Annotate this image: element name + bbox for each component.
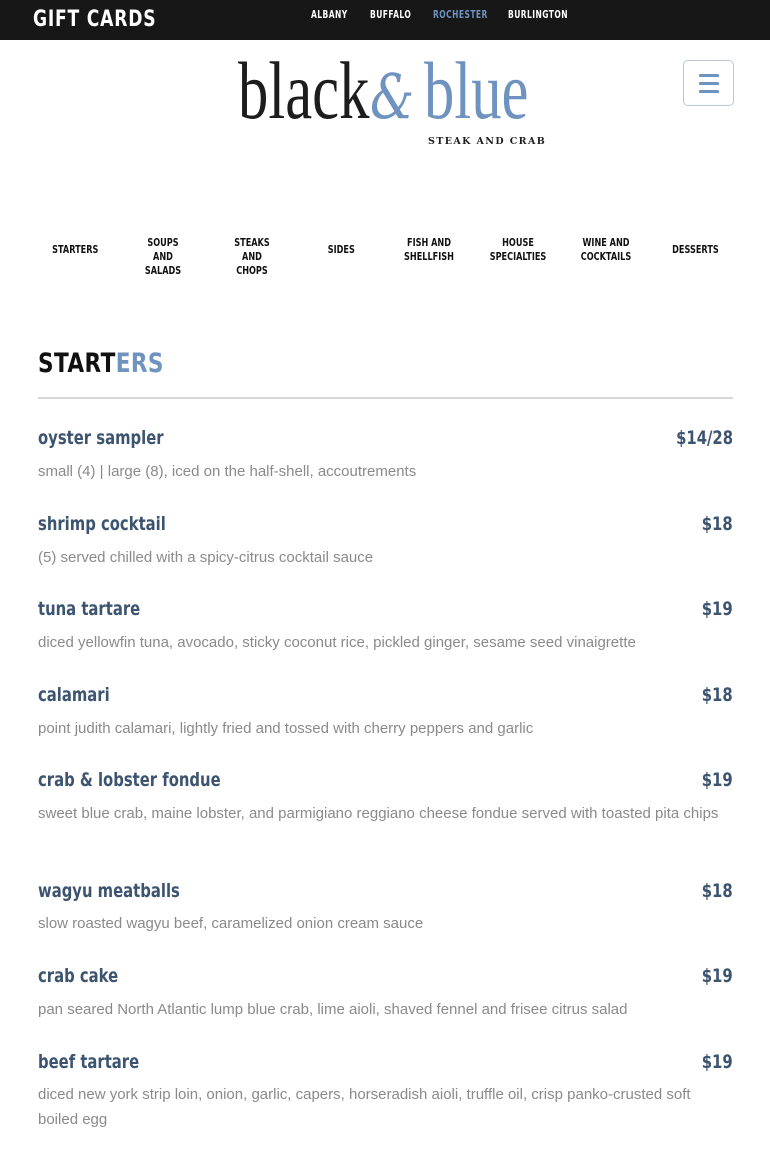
- menu-item-description: sweet blue crab, maine lobster, and parmigiano reggiano cheese fondue served with toasted pita chips: [38, 805, 719, 822]
- category-sides[interactable]: [297, 243, 385, 257]
- menu-item-price: $14/28: [676, 427, 733, 449]
- logo-ampersand: &: [370, 60, 415, 133]
- category-soups-and-salads[interactable]: [119, 236, 207, 278]
- menu-item-description: small (4) | large (8), iced on the half-shell, accoutrements: [38, 463, 417, 480]
- menu-toggle-button[interactable]: [683, 60, 734, 106]
- menu-item-name: beef tartare: [38, 1051, 140, 1073]
- menu-item-name: crab cake: [38, 965, 119, 987]
- category-label: DESSERTS: [671, 243, 719, 256]
- logo-word-blue: blue: [424, 45, 529, 136]
- menu-item-name: tuna tartare: [38, 598, 141, 620]
- menu-item-description: point judith calamari, lightly fried and tossed with cherry peppers and garlic: [38, 720, 534, 737]
- category-label: SIDES: [327, 243, 355, 256]
- menu-item-name: crab & lobster fondue: [38, 769, 221, 791]
- menu-item-price: $19: [702, 965, 733, 987]
- category-label: FISH AND SHELLFISH: [404, 236, 454, 263]
- menu-item-price: $19: [702, 598, 733, 620]
- location-link-burlington[interactable]: BURLINGTON: [508, 9, 568, 21]
- top-bar: [0, 0, 770, 40]
- menu-item-price: $19: [702, 769, 733, 791]
- logo-word-black: black: [238, 45, 370, 136]
- logo[interactable]: [238, 45, 547, 150]
- menu-item-name: calamari: [38, 684, 110, 706]
- menu-item-description: pan seared North Atlantic lump blue crab, lime aioli, shaved fennel and frisee citrus salad: [38, 1001, 628, 1018]
- menu-item-price: $19: [702, 1051, 733, 1073]
- category-label: HOUSE SPECIALTIES: [489, 236, 547, 263]
- gift-cards-link[interactable]: GIFT CARDS: [33, 7, 157, 32]
- menu-item-price: $18: [702, 684, 733, 706]
- section-title: STARTERS: [38, 348, 164, 379]
- menu-item-name: shrimp cocktail: [38, 513, 166, 535]
- location-link-albany[interactable]: ALBANY: [311, 9, 348, 21]
- menu-item-name: oyster sampler: [38, 427, 164, 449]
- location-link-rochester[interactable]: ROCHESTER: [433, 9, 488, 21]
- menu-item-price: $18: [702, 880, 733, 902]
- category-steaks-and-chops[interactable]: [208, 236, 296, 278]
- category-desserts[interactable]: [651, 243, 739, 257]
- menu-item-description: diced new york strip loin, onion, garlic, capers, horseradish aioli, truffle oil, crisp panko-crusted soft boiled egg: [38, 1086, 691, 1128]
- menu-item-description: (5) served chilled with a spicy-citrus cocktail sauce: [38, 549, 374, 566]
- category-fish-and-shellfish[interactable]: [385, 236, 473, 264]
- menu-item-description: slow roasted wagyu beef, caramelized onion cream sauce: [38, 915, 424, 932]
- category-label: WINE AND COCKTAILS: [580, 236, 632, 263]
- category-label: STARTERS: [51, 243, 99, 256]
- category-starters[interactable]: [31, 243, 119, 257]
- section-divider: [38, 397, 733, 399]
- menu-item-name: wagyu meatballs: [38, 880, 180, 902]
- category-house-specialties[interactable]: [474, 236, 562, 264]
- category-label: SOUPS AND SALADS: [144, 236, 182, 277]
- logo-tagline: STEAK AND CRAB: [428, 136, 547, 147]
- category-label: STEAKS AND CHOPS: [234, 236, 270, 277]
- category-wine-and-cocktails[interactable]: [562, 236, 650, 264]
- menu-item-price: $18: [702, 513, 733, 535]
- menu-item-description: diced yellowfin tuna, avocado, sticky coconut rice, pickled ginger, sesame seed vinaigrette: [38, 634, 636, 651]
- location-link-buffalo[interactable]: BUFFALO: [370, 9, 412, 21]
